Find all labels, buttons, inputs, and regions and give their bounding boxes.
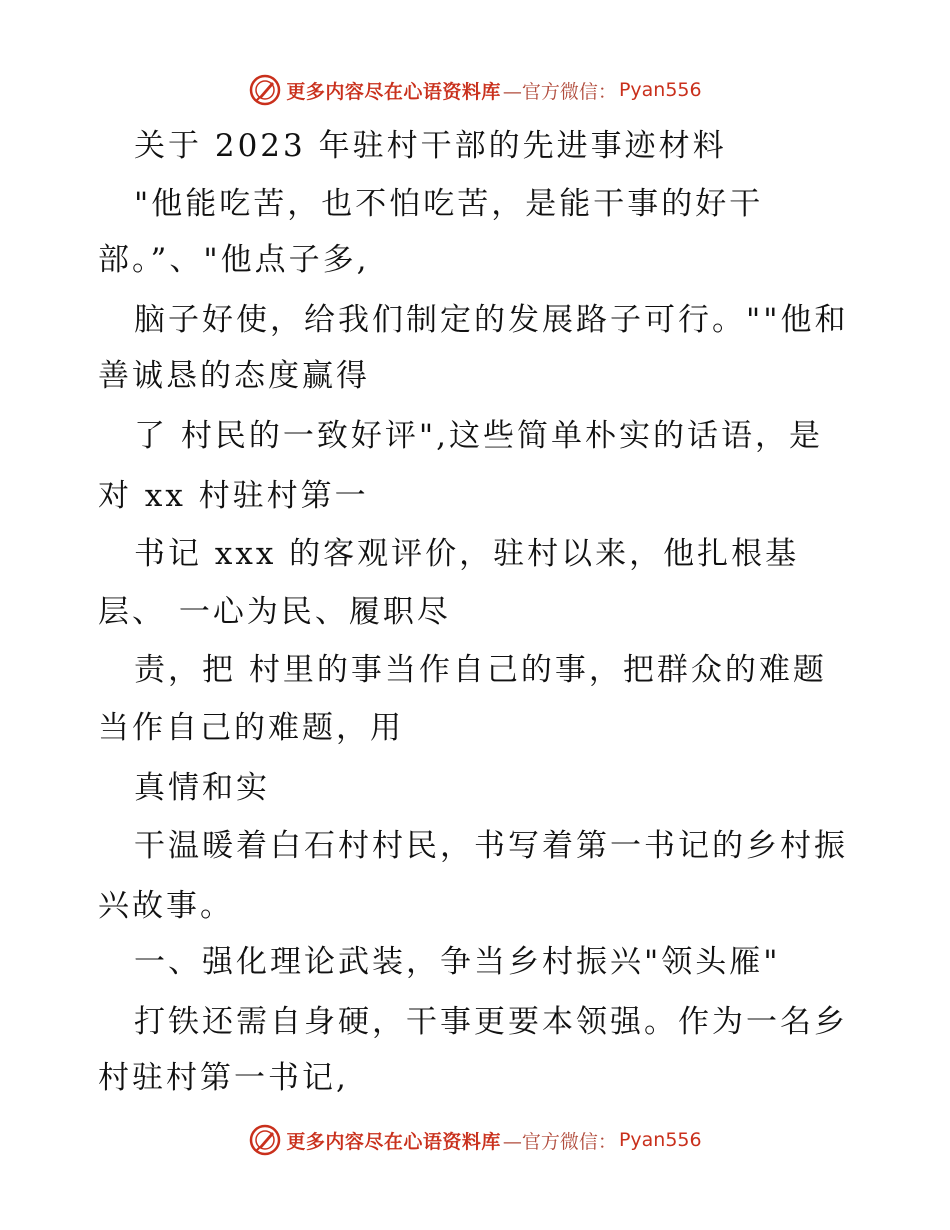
text-line: 当作自己的难题，用 (98, 710, 404, 746)
text-line: 了 村民的一致好评",这些简单朴实的话语，是 (134, 418, 823, 454)
text-line: 书记 xxx 的客观评价，驻村以来，他扎根基 (134, 536, 800, 572)
header-watermark (0, 70, 950, 110)
text-line: 干温暖着白石村村民，书写着第一书记的乡村振 (134, 828, 848, 864)
text-line: 兴故事。 (98, 888, 234, 924)
text-line: 脑子好使，给我们制定的发展路子可行。""他和 (134, 302, 849, 338)
text-line: 打铁还需自身硬，干事更要本领强。作为一名乡 (134, 1004, 848, 1040)
text-line: 对 xx 村驻村第一 (98, 478, 369, 514)
library-logo-icon (248, 73, 282, 107)
text-line: 善诚恳的态度赢得 (98, 358, 370, 394)
watermark-official-text: —官方微信： (502, 80, 617, 103)
watermark-wechat-id: Pyan556 (618, 79, 702, 101)
watermark-official-text: —官方微信： (502, 1130, 617, 1153)
text-line: 真情和实 (134, 770, 270, 806)
text-line: 部。”、"他点子多, (98, 242, 370, 278)
text-line: "他能吃苦，也不怕吃苦，是能干事的好干 (134, 186, 764, 222)
document-title: 关于 2023 年驻村干部的先进事迹材料 (134, 128, 727, 164)
text-line: 村驻村第一书记, (98, 1060, 349, 1096)
library-logo-icon (248, 1123, 282, 1157)
watermark-wechat-id: Pyan556 (618, 1129, 702, 1151)
section-heading: 一、强化理论武装，争当乡村振兴"领头雁" (134, 944, 781, 980)
text-line: 层、 一心为民、履职尽 (98, 594, 451, 630)
watermark-brand-text: 更多内容尽在心语资料库 (286, 80, 501, 103)
footer-watermark (0, 1120, 950, 1160)
text-line: 责，把 村里的事当作自己的事，把群众的难题 (134, 652, 827, 688)
watermark-brand-text: 更多内容尽在心语资料库 (286, 1130, 501, 1153)
